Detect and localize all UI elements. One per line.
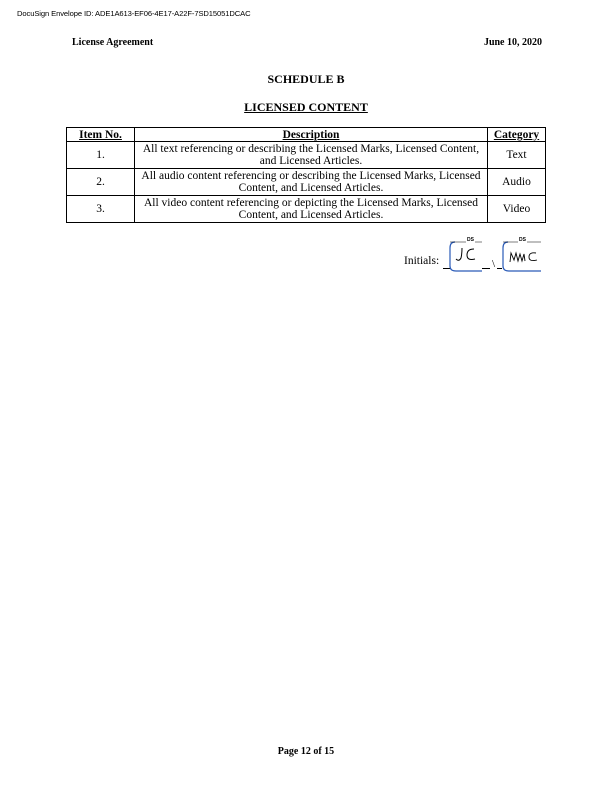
- header-title: License Agreement: [72, 37, 154, 48]
- table-row: [67, 196, 546, 223]
- column-header-description: Description: [135, 128, 488, 142]
- item-category: Text: [488, 142, 546, 169]
- schedule-title: SCHEDULE B: [267, 72, 345, 86]
- column-header-category: Category: [488, 128, 546, 142]
- table-row: [67, 142, 546, 169]
- initials-stamp-1[interactable]: [448, 237, 484, 272]
- initials-separator: \: [492, 258, 496, 270]
- column-header-item: Item No.: [67, 128, 135, 142]
- item-category: Video: [488, 196, 546, 223]
- section-title: LICENSED CONTENT: [244, 100, 368, 114]
- item-description: All text referencing or describing the Licensed Marks, Licensed Content, and Licensed Articles.: [135, 142, 488, 169]
- initials-label: Initials:: [404, 255, 440, 267]
- table-row: [67, 169, 546, 196]
- item-description: All audio content referencing or describing the Licensed Marks, Licensed Content, and Licensed Articles.: [135, 169, 488, 196]
- item-number: 3.: [67, 196, 135, 223]
- page-number: Page 12 of 15: [277, 746, 335, 757]
- licensed-content-table: [66, 127, 546, 223]
- envelope-id: DocuSign Envelope ID: ADE1A613-EF06-4E17-A22F-7SD15051DCAC: [17, 9, 251, 18]
- ds-tag: DS: [519, 237, 526, 243]
- item-category: Audio: [488, 169, 546, 196]
- initials-signature-mmc: [501, 240, 543, 272]
- item-number: 1.: [67, 142, 135, 169]
- item-number: 2.: [67, 169, 135, 196]
- table-header-row: [67, 128, 546, 142]
- initials-stamp-2[interactable]: [501, 237, 543, 272]
- initials-signature-jc: [448, 240, 484, 272]
- header-date: June 10, 2020: [483, 37, 542, 48]
- ds-tag: DS: [467, 237, 474, 243]
- item-description: All video content referencing or depicting the Licensed Marks, Licensed Content, and Licensed Articles.: [135, 196, 488, 223]
